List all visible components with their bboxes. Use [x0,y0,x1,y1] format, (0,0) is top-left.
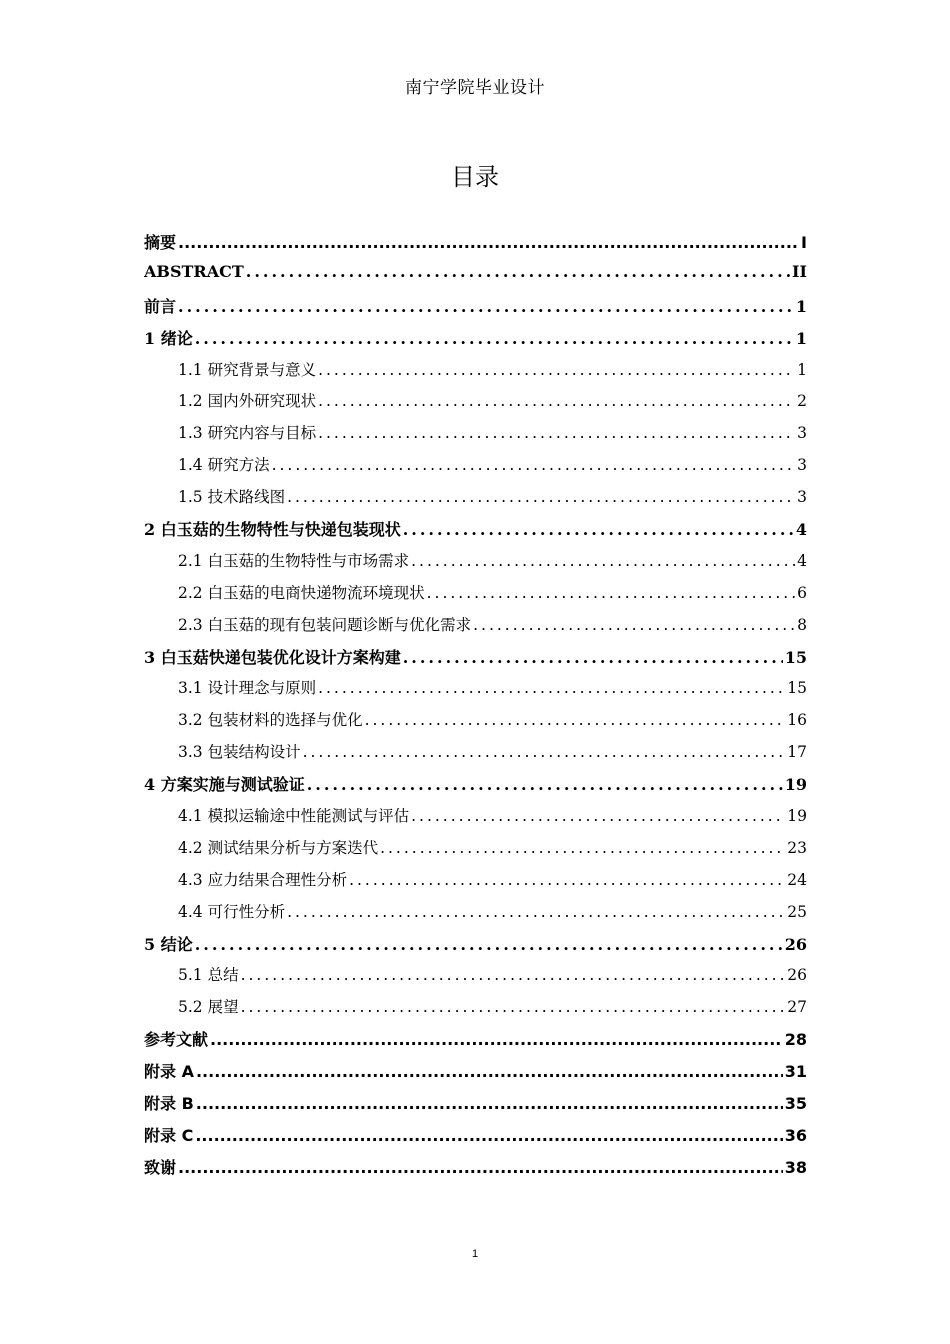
toc-subentry[interactable] [144,708,807,740]
toc-dot-leader [178,297,794,316]
toc-entry-page: 1 [795,296,807,316]
toc-dot-leader [195,935,783,954]
toc-subentry[interactable] [144,836,807,868]
toc-subentry[interactable] [144,613,807,645]
toc-entry-label: 2 白玉菇的生物特性与快递包装现状 [144,520,401,540]
toc-entry-page: I [801,233,807,252]
toc-subentry[interactable] [144,868,807,900]
toc-entry-page: 31 [784,1062,807,1082]
toc-entry[interactable] [144,1123,807,1155]
toc-dot-leader [246,262,790,281]
toc-entry-label: 摘要 [144,233,177,252]
toc-dot-leader [411,807,785,825]
toc-dot-leader [318,392,795,410]
toc-entry-label: 1 绪论 [144,328,193,348]
toc-subentry[interactable] [144,995,807,1027]
toc-entry-page: 4 [797,551,807,570]
toc-entry-label: 4.1 模拟运输途中性能测试与评估 [178,807,410,826]
toc-entry-page: 28 [784,1030,807,1050]
toc-entry-page: 1 [797,360,807,379]
toc-subentry[interactable] [144,581,807,613]
toc-dot-leader [287,488,795,506]
toc-entry-page: 36 [784,1125,807,1145]
toc-entry[interactable] [144,1027,807,1059]
toc-entry-label: 附录 C [144,1125,194,1145]
toc-dot-leader [287,903,785,921]
toc-entry-label: 4 方案实施与测试验证 [144,775,305,795]
toc-entry-page: 26 [787,966,807,985]
toc-entry-label: 1.2 国内外研究现状 [178,392,317,411]
toc-dot-leader [318,424,795,442]
toc-entry-page: 1 [795,328,807,348]
toc-entry-label: 3 白玉菇快递包装优化设计方案构建 [144,647,401,667]
toc-entry-page: 16 [787,711,807,730]
toc-entry-page: 15 [787,679,807,698]
toc-entry-label: 1.5 技术路线图 [178,488,286,507]
toc-entry-page: 3 [797,488,807,507]
page-number: 1 [471,1248,479,1260]
toc-entry-label: ABSTRACT [144,261,244,281]
toc-dot-leader [473,616,795,634]
toc-entry[interactable] [144,1059,807,1091]
toc-entry-page: 6 [797,583,807,602]
toc-entry[interactable] [144,326,807,358]
toc-dot-leader [303,743,786,761]
toc-entry-label: 5.2 展望 [178,998,239,1017]
toc-dot-leader [365,711,786,729]
toc-subentry[interactable] [144,900,807,932]
toc-entry-label: 前言 [144,296,177,316]
toc-entry[interactable] [144,517,807,549]
toc-dot-leader [272,456,796,474]
toc-subentry[interactable] [144,676,807,708]
toc-dot-leader [196,1062,783,1081]
document-title: 目录 [451,163,499,191]
toc-entry-page: 35 [784,1094,807,1114]
toc-entry-label: 1.4 研究方法 [178,456,270,475]
toc-entry-label: 附录 B [144,1094,194,1114]
toc-entry-label: 2.3 白玉菇的现有包装问题诊断与优化需求 [178,615,472,634]
toc-entry-page: 4 [795,520,807,540]
toc-entry-page: 15 [784,647,807,667]
toc-dot-leader [380,839,785,857]
toc-subentry[interactable] [144,963,807,995]
toc-entry[interactable] [144,262,807,294]
toc-entry-label: 参考文献 [144,1030,209,1050]
toc-subentry[interactable] [144,740,807,772]
toc-entry-label: 3.2 包装材料的选择与优化 [178,711,363,730]
toc-dot-leader [307,775,783,794]
table-of-contents [144,230,807,1187]
toc-entry[interactable] [144,772,807,804]
toc-entry-label: 2.1 白玉菇的生物特性与市场需求 [178,551,410,570]
toc-dot-leader [403,520,794,539]
toc-dot-leader [241,998,786,1016]
toc-subentry[interactable] [144,549,807,581]
toc-entry-label: 3.3 包装结构设计 [178,743,301,762]
toc-dot-leader [195,1126,782,1145]
toc-dot-leader [318,679,785,697]
toc-entry[interactable] [144,1155,807,1187]
toc-subentry[interactable] [144,421,807,453]
toc-dot-leader [178,1158,783,1177]
toc-entry-page: 25 [787,902,807,921]
toc-entry-label: 4.3 应力结果合理性分析 [178,870,348,889]
toc-entry-label: 4.2 测试结果分析与方案迭代 [178,838,379,857]
toc-dot-leader [349,871,785,889]
toc-dot-leader [427,584,796,602]
toc-dot-leader [318,361,795,379]
page-header: 南宁学院毕业设计 [405,78,545,98]
toc-dot-leader [403,648,783,667]
toc-subentry[interactable] [144,358,807,390]
toc-entry-page: 38 [784,1157,807,1177]
toc-entry-label: 1.1 研究背景与意义 [178,360,317,379]
toc-dot-leader [210,1030,783,1049]
toc-entry-label: 4.4 可行性分析 [178,902,286,921]
toc-entry-label: 5.1 总结 [178,966,239,985]
toc-entry-page: 24 [787,870,807,889]
toc-entry-label: 致谢 [144,1157,177,1177]
toc-dot-leader [178,233,799,252]
toc-subentry[interactable] [144,453,807,485]
toc-entry[interactable] [144,230,807,262]
toc-subentry[interactable] [144,485,807,517]
toc-subentry[interactable] [144,389,807,421]
toc-entry-page: 23 [787,838,807,857]
toc-entry-page: 27 [787,998,807,1017]
toc-entry-page: II [792,261,807,281]
toc-entry-label: 1.3 研究内容与目标 [178,424,317,443]
toc-entry-page: 8 [797,615,807,634]
toc-entry-page: 3 [797,456,807,475]
toc-entry-page: 26 [784,934,807,954]
toc-entry-page: 2 [797,392,807,411]
toc-entry-page: 19 [784,775,807,795]
toc-entry[interactable] [144,645,807,677]
toc-entry[interactable] [144,294,807,326]
toc-dot-leader [196,1094,783,1113]
toc-entry-page: 17 [787,743,807,762]
toc-dot-leader [241,966,786,984]
toc-entry-page: 3 [797,424,807,443]
toc-entry[interactable] [144,932,807,964]
toc-entry-label: 3.1 设计理念与原则 [178,679,317,698]
toc-entry-page: 19 [787,807,807,826]
toc-dot-leader [195,329,794,348]
toc-entry-label: 附录 A [144,1062,194,1082]
toc-entry-label: 2.2 白玉菇的电商快递物流环境现状 [178,583,425,602]
toc-dot-leader [411,552,795,570]
toc-entry[interactable] [144,1091,807,1123]
toc-entry-label: 5 结论 [144,934,193,954]
toc-subentry[interactable] [144,804,807,836]
